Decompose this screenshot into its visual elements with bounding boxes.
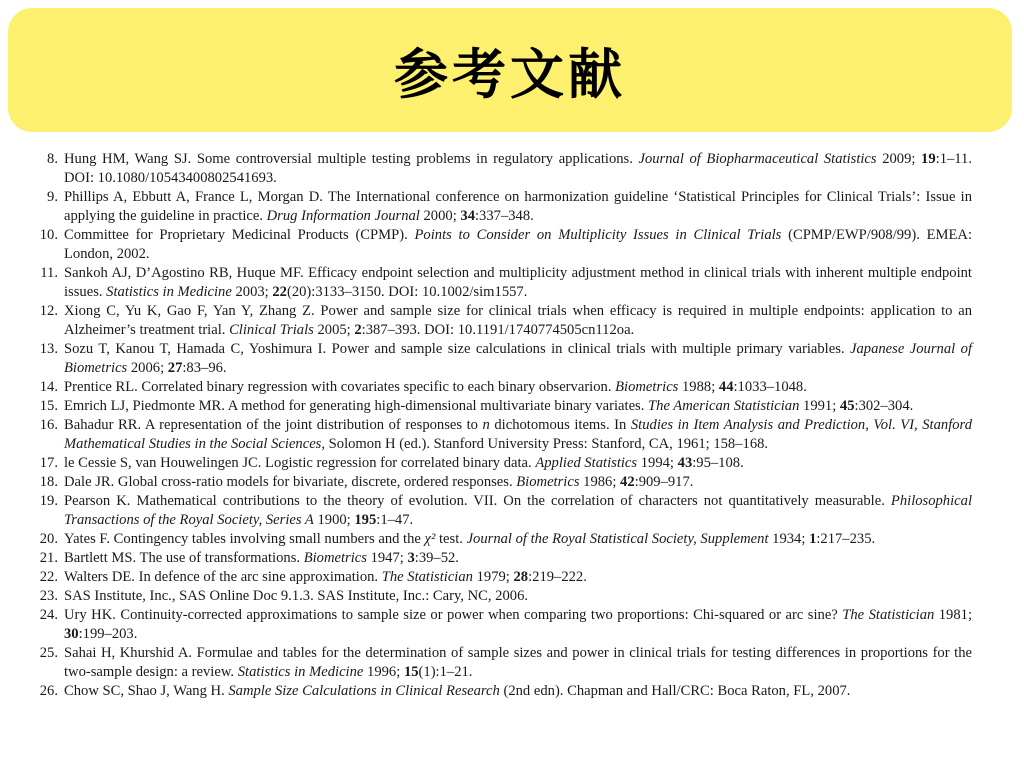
reference-volume: 43	[677, 455, 693, 471]
reference-segment: :337–348.	[475, 208, 534, 224]
reference-italic-segment: The Statistician	[842, 607, 935, 623]
reference-italic-segment: Drug Information Journal	[266, 208, 420, 224]
reference-italic-segment: Japanese Journal of Biometrics	[64, 341, 972, 376]
reference-segment: , Solomon H (ed.). Stanford University Press: Stanford, CA, 1961; 158–168.	[321, 436, 769, 452]
reference-italic-segment: Statistics in Medicine	[237, 664, 364, 680]
reference-italic-segment: n	[482, 417, 490, 433]
reference-number: 21.	[39, 550, 58, 566]
reference-segment: Bartlett MS. The use of transformations.	[64, 550, 304, 566]
reference-segment: :83–96.	[182, 360, 227, 376]
reference-segment: Xiong C, Yu K, Gao F, Yan Y, Zhang Z. Power and sample size for clinical trials when efficacy is required in multiple endpoints: application to an Alzheimer’s treatment trial.	[64, 303, 972, 338]
reference-segment: Sankoh AJ, D’Agostino RB, Huque MF. Efficacy endpoint selection and multiplicity adjustment method in clinical trials with inherent multiple endpoint issues.	[64, 265, 972, 300]
reference-number: 10.	[39, 227, 58, 243]
reference-segment: 2006;	[127, 360, 168, 376]
reference-list	[30, 150, 972, 701]
reference-segment: Pearson K. Mathematical contributions to the theory of evolution. VII. On the correlation of characters not quantitatively measurable.	[64, 493, 891, 509]
reference-volume: 28	[513, 569, 529, 585]
reference-italic-segment: Clinical Trials	[229, 322, 314, 338]
reference-segment: 1986;	[579, 474, 621, 490]
reference-number: 11.	[40, 265, 58, 281]
reference-text	[64, 644, 972, 682]
reference-segment: Hung HM, Wang SJ. Some controversial multiple testing problems in regulatory applications.	[64, 151, 639, 167]
reference-volume: 19	[921, 151, 936, 167]
reference-segment: (CPMP/EWP/908/99). EMEA: London, 2002.	[64, 227, 972, 262]
reference-segment: 2005;	[313, 322, 355, 338]
reference-segment: :1–47.	[376, 512, 414, 528]
reference-segment: :199–203.	[78, 626, 138, 642]
reference-italic-segment: The American Statistician	[648, 398, 800, 414]
reference-text	[64, 264, 972, 302]
reference-text	[64, 302, 972, 340]
reference-number: 25.	[39, 645, 58, 661]
reference-volume: 30	[64, 626, 79, 642]
reference-segment: Walters DE. In defence of the arc sine approximation.	[64, 569, 382, 585]
reference-text	[64, 606, 972, 644]
reference-segment: :1033–1048.	[733, 379, 807, 395]
reference-number: 16.	[39, 417, 58, 433]
reference-item	[30, 568, 972, 587]
reference-text	[64, 188, 972, 226]
reference-segment: :39–52.	[414, 550, 459, 566]
reference-item	[30, 492, 972, 530]
reference-number: 17.	[39, 455, 58, 471]
reference-number: 12.	[39, 303, 58, 319]
reference-item	[30, 340, 972, 378]
reference-segment: test.	[435, 531, 467, 547]
reference-volume: 2	[354, 322, 362, 338]
reference-segment: Chow SC, Shao J, Wang H.	[64, 683, 229, 699]
reference-volume: 27	[167, 360, 183, 376]
reference-segment: :909–917.	[634, 474, 694, 490]
reference-item	[30, 606, 972, 644]
reference-number: 19.	[39, 493, 58, 509]
reference-segment: :217–235.	[816, 531, 876, 547]
reference-segment: Dale JR. Global cross-ratio models for bivariate, discrete, ordered responses.	[64, 474, 517, 490]
reference-segment: 1981;	[934, 607, 973, 623]
reference-text	[64, 549, 972, 568]
reference-number: 26.	[39, 683, 58, 699]
reference-item	[30, 454, 972, 473]
reference-segment: Prentice RL. Correlated binary regression with covariates specific to each binary observarion.	[64, 379, 616, 395]
reference-number: 24.	[39, 607, 58, 623]
reference-volume: 15	[403, 664, 419, 680]
reference-segment: le Cessie S, van Houwelingen JC. Logistic regression for correlated binary data.	[64, 455, 536, 471]
reference-segment: (2nd edn). Chapman and Hall/CRC: Boca Raton, FL, 2007.	[499, 683, 851, 699]
reference-segment: :219–222.	[528, 569, 587, 585]
reference-item	[30, 302, 972, 340]
reference-volume: 3	[407, 550, 415, 566]
reference-number: 20.	[39, 531, 58, 547]
reference-number: 15.	[39, 398, 58, 414]
reference-segment: (1):1–21.	[418, 664, 473, 680]
title-banner	[8, 8, 1012, 132]
reference-item	[30, 264, 972, 302]
reference-number: 22.	[39, 569, 58, 585]
reference-italic-segment: Sample Size Calculations in Clinical Research	[228, 683, 500, 699]
reference-item	[30, 150, 972, 188]
reference-volume: 22	[272, 284, 287, 300]
reference-item	[30, 226, 972, 264]
reference-text	[64, 340, 972, 378]
reference-segment: 1934;	[768, 531, 810, 547]
reference-segment: :387–393. DOI: 10.1191/1740774505cn112oa.	[361, 322, 635, 338]
reference-segment: 1988;	[678, 379, 719, 395]
reference-item	[30, 188, 972, 226]
reference-segment: 2003;	[231, 284, 273, 300]
slide-title: 参考文献	[394, 42, 626, 106]
reference-item	[30, 644, 972, 682]
reference-segment: 1991;	[799, 398, 840, 414]
reference-segment: 1947;	[366, 550, 408, 566]
reference-segment: :95–108.	[692, 455, 744, 471]
reference-text	[64, 492, 972, 530]
reference-item	[30, 416, 972, 454]
reference-segment: Phillips A, Ebbutt A, France L, Morgan D. The International conference on harmonization guideline ‘Statistical Principles for Clinical Trials’: Issue in applying the guideline in practice.	[64, 189, 972, 224]
reference-italic-segment: Applied Statistics	[535, 455, 638, 471]
reference-volume: 44	[718, 379, 734, 395]
reference-segment: 2009;	[876, 151, 922, 167]
reference-item	[30, 473, 972, 492]
reference-italic-segment: Biometrics	[615, 379, 679, 395]
reference-volume: 42	[620, 474, 635, 490]
reference-italic-segment: Journal of the Royal Statistical Society, Supplement	[466, 531, 769, 547]
reference-italic-segment: Biometrics	[516, 474, 580, 490]
reference-text	[64, 568, 972, 587]
reference-volume: 195	[354, 512, 377, 528]
reference-segment: Committee for Proprietary Medicinal Products (CPMP).	[64, 227, 415, 243]
reference-item	[30, 378, 972, 397]
reference-number: 18.	[39, 474, 58, 490]
reference-segment: 2000;	[419, 208, 461, 224]
reference-italic-segment: Philosophical Transactions of the Royal Society, Series A	[64, 493, 972, 528]
reference-volume: 1	[809, 531, 817, 547]
reference-number: 8.	[47, 151, 58, 167]
reference-segment: Yates F. Contingency tables involving small numbers and the	[64, 531, 425, 547]
reference-number: 9.	[47, 189, 58, 205]
reference-segment: 1979;	[472, 569, 514, 585]
reference-segment: (20):3133–3150. DOI: 10.1002/sim1557.	[286, 284, 528, 300]
reference-number: 13.	[39, 341, 58, 357]
reference-segment: 1900;	[313, 512, 355, 528]
reference-text	[64, 397, 972, 416]
reference-segment: 1994;	[637, 455, 678, 471]
reference-item	[30, 549, 972, 568]
reference-text	[64, 530, 972, 549]
reference-number: 14.	[39, 379, 58, 395]
reference-segment: 1996;	[363, 664, 404, 680]
reference-text	[64, 454, 972, 473]
reference-number: 23.	[39, 588, 58, 604]
reference-italic-segment: χ²	[424, 531, 436, 547]
reference-italic-segment: The Statistician	[381, 569, 473, 585]
reference-segment: Bahadur RR. A representation of the joint distribution of responses to	[64, 417, 483, 433]
reference-item	[30, 397, 972, 416]
reference-volume: 45	[839, 398, 855, 414]
reference-italic-segment: Journal of Biopharmaceutical Statistics	[638, 151, 877, 167]
reference-segment: Emrich LJ, Piedmonte MR. A method for generating high-dimensional multivariate binary variates.	[64, 398, 649, 414]
reference-text	[64, 416, 972, 454]
reference-italic-segment: Biometrics	[303, 550, 367, 566]
reference-text	[64, 378, 972, 397]
reference-text	[64, 587, 972, 606]
reference-item	[30, 682, 972, 701]
reference-segment: Sozu T, Kanou T, Hamada C, Yoshimura I. Power and sample size calculations in clinical trials with multiple primary variables.	[64, 341, 850, 357]
reference-segment: dichotomous items. In	[489, 417, 631, 433]
reference-text	[64, 150, 972, 188]
reference-text	[64, 226, 972, 264]
reference-segment: Sahai H, Khurshid A. Formulae and tables for the determination of sample sizes and power in clinical trials for testing differences in proportions for the two-sample design: a review.	[64, 645, 972, 680]
reference-segment: SAS Institute, Inc., SAS Online Doc 9.1.3. SAS Institute, Inc.: Cary, NC, 2006.	[64, 588, 529, 604]
reference-item	[30, 530, 972, 549]
reference-segment: :1–11. DOI: 10.1080/10543400802541693.	[64, 151, 972, 186]
reference-text	[64, 473, 972, 492]
reference-segment: Ury HK. Continuity-corrected approximations to sample size or power when comparing two proportions: Chi-squared or arc sine?	[64, 607, 843, 623]
reference-text	[64, 682, 972, 701]
reference-italic-segment: Statistics in Medicine	[106, 284, 232, 300]
reference-italic-segment: Studies in Item Analysis and Prediction, Vol. VI, Stanford Mathematical Studies in the Social Sciences	[64, 417, 972, 452]
reference-segment: :302–304.	[854, 398, 914, 414]
reference-item	[30, 587, 972, 606]
reference-volume: 34	[460, 208, 475, 224]
reference-italic-segment: Points to Consider on Multiplicity Issues in Clinical Trials	[414, 227, 782, 243]
